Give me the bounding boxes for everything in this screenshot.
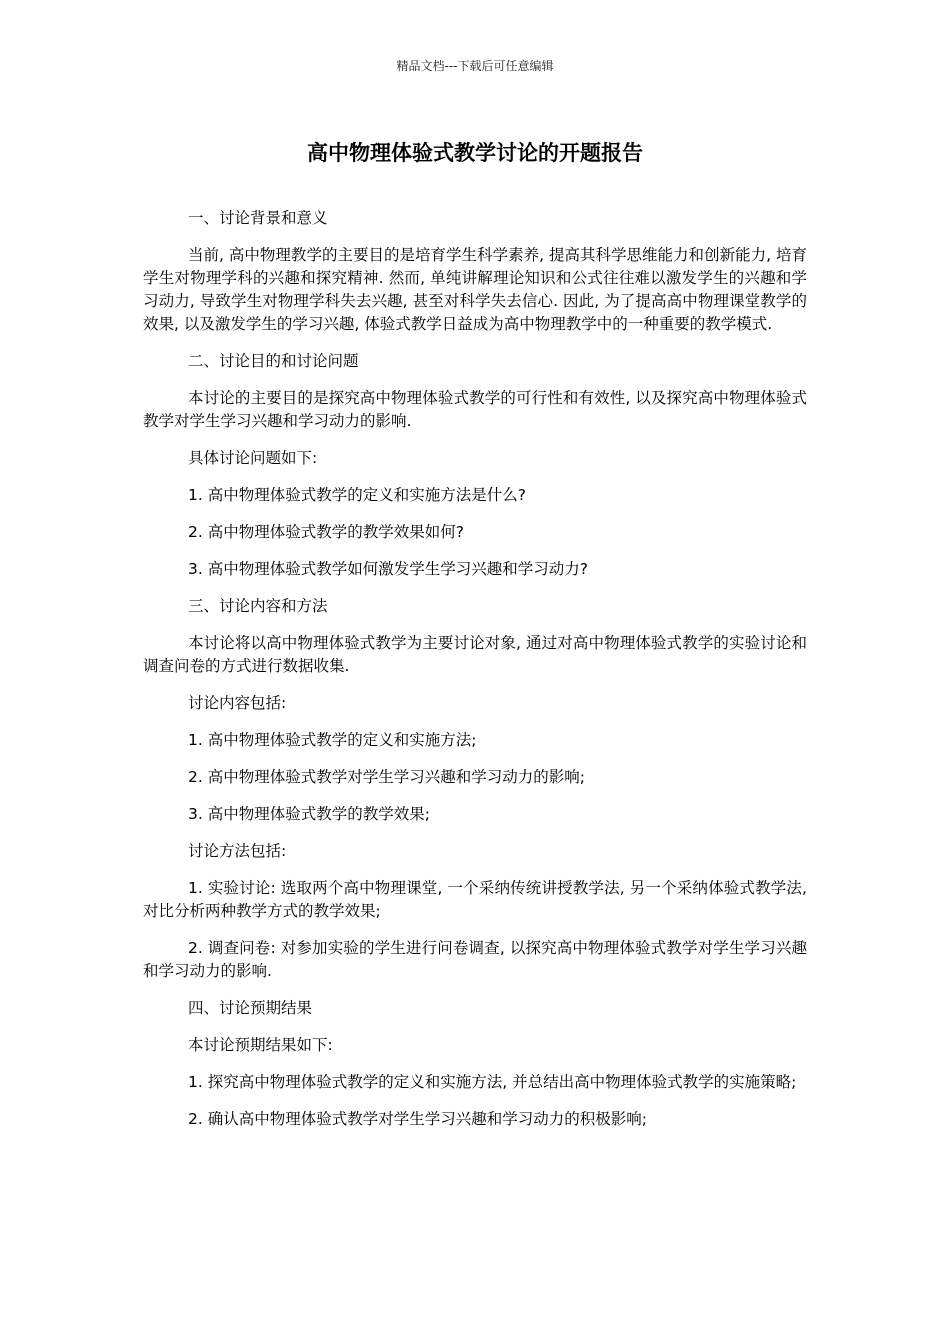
questions-intro: 具体讨论问题如下: xyxy=(188,449,318,467)
list-item: 1. 高中物理体验式教学的定义和实施方法; xyxy=(188,731,477,749)
list-item: 1. 实验讨论: 选取两个高中物理课堂, 一个采纳传统讲授教学法, 另一个采纳体验式教学法, 对比分析两种教学方式的教学效果; xyxy=(143,879,807,920)
section-heading-expected-results: 四、讨论预期结果 xyxy=(188,999,313,1017)
paragraph-content-method: 本讨论将以高中物理体验式教学为主要讨论对象, 通过对高中物理体验式教学的实验讨论和调查问卷的方式进行数据收集. xyxy=(143,634,807,675)
document-title: 高中物理体验式教学讨论的开题报告 xyxy=(307,141,643,165)
method-intro: 讨论方法包括: xyxy=(188,842,287,860)
document-body xyxy=(143,207,807,1145)
results-intro: 本讨论预期结果如下: xyxy=(188,1036,333,1054)
page-header: 精品文档---下载后可任意编辑 xyxy=(396,59,554,73)
content-intro: 讨论内容包括: xyxy=(188,694,287,712)
list-item: 2. 高中物理体验式教学对学生学习兴趣和学习动力的影响; xyxy=(188,768,585,786)
list-item: 3. 高中物理体验式教学的教学效果; xyxy=(188,805,430,823)
list-item: 1. 高中物理体验式教学的定义和实施方法是什么? xyxy=(188,486,526,504)
section-heading-purpose: 二、讨论目的和讨论问题 xyxy=(188,352,359,370)
list-item: 2. 高中物理体验式教学的教学效果如何? xyxy=(188,523,464,541)
list-item: 2. 调查问卷: 对参加实验的学生进行问卷调查, 以探究高中物理体验式教学对学生学习兴趣和学习动力的影响. xyxy=(143,939,807,980)
section-heading-content-method: 三、讨论内容和方法 xyxy=(188,597,328,615)
paragraph-purpose: 本讨论的主要目的是探究高中物理体验式教学的可行性和有效性, 以及探究高中物理体验式教学对学生学习兴趣和学习动力的影响. xyxy=(143,389,807,430)
list-item: 1. 探究高中物理体验式教学的定义和实施方法, 并总结出高中物理体验式教学的实施策略; xyxy=(188,1073,797,1091)
list-item: 3. 高中物理体验式教学如何激发学生学习兴趣和学习动力? xyxy=(188,560,588,578)
section-heading-background: 一、讨论背景和意义 xyxy=(188,209,328,227)
paragraph-background: 当前, 高中物理教学的主要目的是培育学生科学素养, 提高其科学思维能力和创新能力, 培育学生对物理学科的兴趣和探究精神. 然而, 单纯讲解理论知识和公式往往难以激发学生的兴趣和学习动力, 导致学生对物理学科失去兴趣, 甚至对科学失去信心. 因此, 为了提高高中物理课堂教学的效果, 以及激发学生的学习兴趣, 体验式教学日益成为高中物理教学中的一种重要的教学模式. xyxy=(143,246,807,333)
list-item: 2. 确认高中物理体验式教学对学生学习兴趣和学习动力的积极影响; xyxy=(188,1110,647,1128)
